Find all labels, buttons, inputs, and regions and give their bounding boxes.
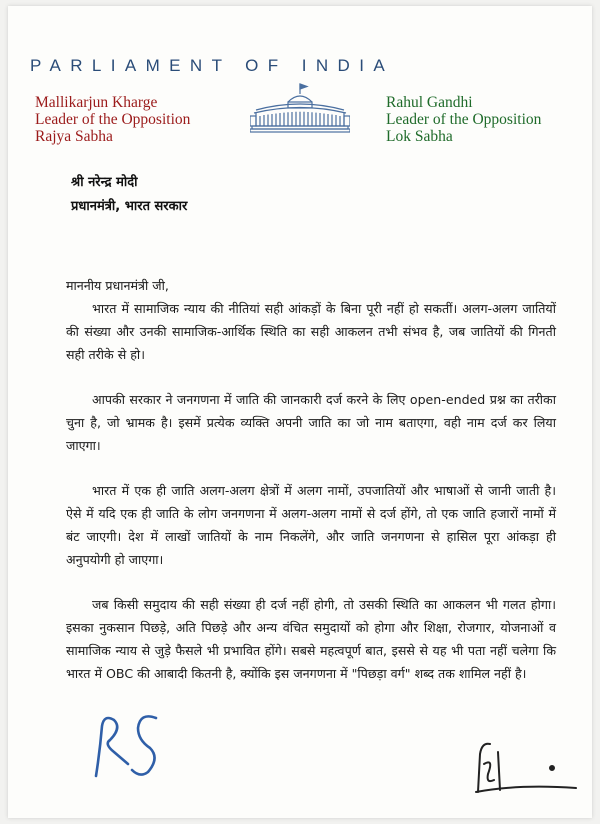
body-paragraph-1: भारत में सामाजिक न्याय की नीतियां सही आंकड़ों के बिना पूरी नहीं हो सकतीं। अलग-अलग जातियों की संख्या और उनकी सामाजिक-आर्थिक स्थिति का सही आकलन तभी संभव है, जब जातियों की गिनती सही तरीके से हो। — [66, 301, 556, 362]
sender-right-block — [386, 94, 541, 145]
letterhead-title: PARLIAMENT OF INDIA — [30, 56, 395, 75]
sender-left-role: Leader of the Opposition — [35, 111, 191, 128]
body-paragraph-2: आपकी सरकार ने जनगणना में जाति की जानकारी दर्ज करने के लिए open-ended प्रश्न का तरीका चुना है, जो भ्रामक है। इसमें प्रत्येक व्यक्ति अपनी जाति का जो नाम बताएगा, वही नाम दर्ज कर लिया जाएगा। — [66, 392, 556, 453]
salutation: माननीय प्रधानमंत्री जी, — [66, 278, 169, 293]
sender-left-name: Mallikarjun Kharge — [35, 94, 158, 111]
letter-body — [66, 274, 556, 707]
addressee-title: प्रधानमंत्री, भारत सरकार — [71, 199, 188, 214]
signature-right — [468, 734, 580, 798]
signature-left — [88, 706, 168, 786]
sender-left-house: Rajya Sabha — [35, 128, 113, 145]
body-paragraph-4: जब किसी समुदाय की सही संख्या ही दर्ज नहीं होगी, तो उसकी स्थिति का आकलन भी गलत होगा। इसका नुकसान पिछड़े, अति पिछड़े और अन्य वंचित समुदायों को होगा और शिक्षा, रोजगार, योजनाओं व सामाजिक न्याय से जुड़े फैसले भी प्रभावित होंगे। सबसे महत्वपूर्ण बात, इससे से यह भी पता नहीं चलेगा कि भारत में OBC की आबादी कितनी है, क्योंकि इस जनगणना में "पिछड़ा वर्ग" शब्द तक शामिल नहीं है। — [66, 597, 556, 681]
sender-right-house: Lok Sabha — [386, 128, 453, 145]
sender-right-role: Leader of the Opposition — [386, 111, 542, 128]
sender-right-name: Rahul Gandhi — [386, 94, 473, 111]
parliament-building-icon — [250, 82, 350, 134]
addressee-name: श्री नरेन्द्र मोदी — [71, 175, 138, 190]
letter-page — [8, 6, 592, 818]
sender-left-block — [35, 94, 190, 145]
addressee-block — [71, 171, 187, 219]
body-paragraph-3: भारत में एक ही जाति अलग-अलग क्षेत्रों में अलग नामों, उपजातियों और भाषाओं से जानी जाती है। ऐसे में यदि एक ही जाति के लोग जनगणना में अलग-अलग नामों से दर्ज होंगे, तो एक जाति हजारों नामों में बंट जाएगी। देश में लाखों जातियों के नाम निकलेंगे, और जाति जनगणना से हासिल पूरा आंकड़ा ही अनुपयोगी हो जाएगा। — [66, 483, 556, 567]
